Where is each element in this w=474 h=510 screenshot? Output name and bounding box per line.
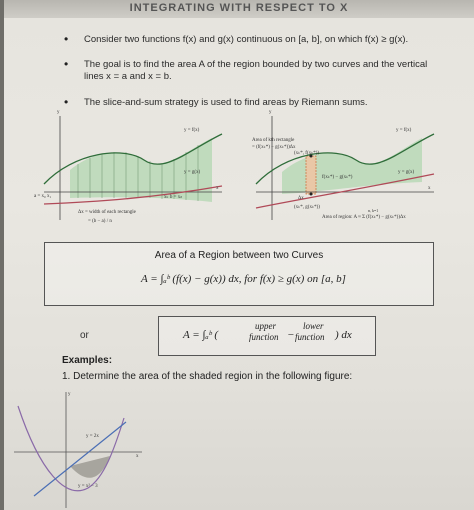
riemann-figure-right (246, 112, 436, 232)
x-axis-label: x (136, 454, 139, 459)
region-formula: Area of region: A ≈ Σ (f(xₖ*) − g(xₖ*))Δx (322, 215, 406, 220)
area-definition-box (44, 242, 434, 306)
shaded-region (282, 138, 422, 194)
x-ticks-left: a = x₀ x₁ (34, 194, 52, 199)
example-shaded-region (70, 456, 110, 478)
box-title: Area of a Region between two Curves (154, 250, 324, 261)
x-axis-label: x (428, 186, 431, 191)
bullet-text-1: Consider two functions f(x) and g(x) continuous on [a, b], on which f(x) ≥ g(x). (84, 34, 409, 45)
bullet-marker: • (64, 32, 69, 46)
lower-word: lower (303, 321, 324, 331)
main-formula: A = ∫ₐᵇ (f(x) − g(x)) dx, for f(x) ≥ g(x) on [a, b] (141, 273, 346, 285)
x-axis-label: x (216, 186, 219, 191)
f-label: y = f(x) (184, 128, 200, 133)
alt-formula-box (158, 316, 376, 356)
minus-sign: − (287, 329, 295, 341)
page-header (4, 0, 474, 18)
g-label: y = g(x) (184, 170, 201, 175)
or-label: or (80, 330, 89, 341)
area-label-line2: = (f(xₖ*) − g(xₖ*))Δx (252, 145, 296, 150)
parabola-label: y = x² − 3 (78, 484, 98, 489)
lower-function-word: function (295, 332, 325, 342)
upper-word: upper (255, 321, 276, 331)
kth-rectangle (306, 156, 316, 194)
g-label: y = g(x) (398, 170, 415, 175)
y-axis-label: y (68, 392, 71, 397)
alt-formula-suffix: ) dx (335, 329, 352, 341)
examples-title: Examples: (62, 355, 113, 366)
bullet-marker: • (64, 57, 69, 71)
page-title: INTEGRATING WITH RESPECT TO X (129, 2, 349, 14)
alt-formula-prefix: A = ∫ₐᵇ ( (183, 329, 219, 341)
document-page (4, 0, 474, 510)
sum-bounds: n, k=1 (368, 208, 379, 213)
example-question: 1. Determine the area of the shaded region in the following figure: (62, 371, 353, 382)
parabola (18, 406, 124, 491)
point-bottom (310, 193, 313, 196)
y-axis-label: y (57, 110, 60, 115)
bullet-marker: • (64, 95, 69, 109)
upper-function-word: function (249, 332, 279, 342)
bullet-text-2: The goal is to find the area A of the region bounded by two curves and the vertical lines x = a and x = b. (84, 59, 428, 82)
dx-label: Δx (298, 196, 304, 201)
dx-formula: = (b − a) / n (88, 219, 112, 224)
line-label: y = 2x (86, 434, 99, 439)
riemann-figure-left (34, 112, 224, 232)
height-label: f(xₖ*) − g(xₖ*) (322, 175, 353, 180)
area-label-line1: Area of kth rectangle (252, 138, 295, 143)
point-bottom-label: (xₖ*, g(xₖ*)) (294, 205, 320, 210)
point-top-label: (xₖ*, f(xₖ*)) (294, 151, 320, 156)
f-label: y = f(x) (396, 128, 412, 133)
example-plot (4, 392, 144, 510)
bullet-text-3: The slice-and-sum strategy is used to find areas by Riemann sums. (84, 97, 368, 108)
x-ticks-right: xₖ b = xₙ (164, 195, 183, 200)
y-axis-label: y (269, 110, 272, 115)
dx-label: Δx = width of each rectangle (78, 210, 136, 215)
example-figure (4, 392, 144, 510)
